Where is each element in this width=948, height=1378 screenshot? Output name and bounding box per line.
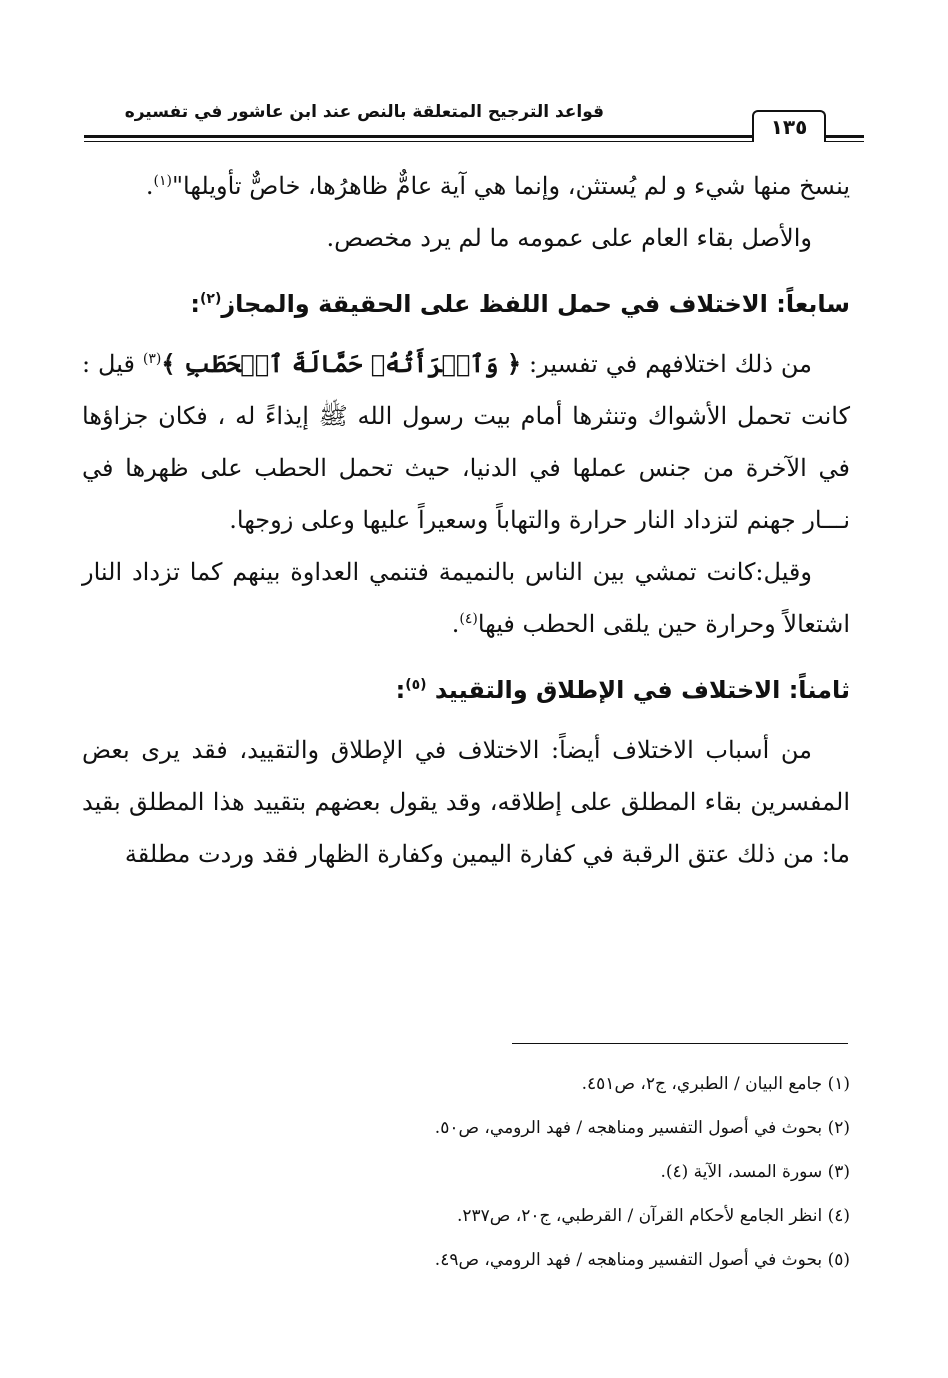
footnote: (٣) سورة المسد، الآية (٤). <box>660 1162 850 1182</box>
header-title: قواعد الترجيح المتعلقة بالنص عند ابن عاشور في تفسيره <box>124 102 604 122</box>
section-heading <box>82 660 850 720</box>
footnote: (١) جامع البيان / الطبري، ج٢، ص٤٥١. <box>581 1074 850 1094</box>
paragraph <box>82 338 850 546</box>
header-rule-thin <box>84 141 864 142</box>
footnote-ref: (٥) <box>405 677 427 693</box>
footnote: (٢) بحوث في أصول التفسير ومناهجه / فهد الرومي، ص٥٠. <box>434 1118 850 1138</box>
paragraph: والأصل بقاء العام على عمومه ما لم يرد مخصص. <box>326 224 812 252</box>
paragraph-text: من ذلك اختلافهم في تفسير: <box>521 350 813 378</box>
paragraph-text: وقيل:كانت تمشي بين الناس بالنميمة فتنمي العداوة بينهم كما تزداد النار اشتعالاً وحرارة حين يلقى الحطب فيها <box>82 558 850 638</box>
paragraph-text: قيل : كانت تحمل الأشواك وتنثرها أمام بيت رسول الله ﷺ إيذاءً له ، فكان جزاؤها في الآخرة من جنس عملها في الدنيا، حيث تحمل الحطب على ظهرها في نـــار جهنم لتزداد النار حرارة والتهاباً وسعيراً عليها وعلى زوجها. <box>82 350 850 534</box>
paragraph <box>82 160 850 212</box>
running-header <box>84 98 864 150</box>
header-rule <box>84 135 864 138</box>
footnote: (٥) بحوث في أصول التفسير ومناهجه / فهد الرومي، ص٤٩. <box>434 1250 850 1270</box>
footnote-separator <box>512 1043 848 1044</box>
paragraph: من أسباب الاختلاف أيضاً: الاختلاف في الإطلاق والتقييد، فقد يرى بعض المفسرين بقاء المطلق على إطلاقه، وقد يقول بعضهم بتقييد هذا المطلق بقيد ما: من ذلك عتق الرقبة في كفارة اليمين وكفارة الظهار فقد وردت مطلقة <box>82 736 850 868</box>
footnote-ref: (١) <box>153 173 172 189</box>
footnotes <box>300 1062 850 1282</box>
punctuation: . <box>451 610 460 638</box>
paragraph-text: ينسخ منها شيء و لم يُستثن، وإنما هي آية عامٌّ ظاهرُها، خاصٌّ تأويلها" <box>171 172 850 200</box>
punctuation: . <box>145 172 154 200</box>
main-text <box>82 160 850 880</box>
punctuation: : <box>395 676 406 704</box>
section-heading <box>82 274 850 334</box>
footnote: (٤) انظر الجامع لأحكام القرآن / القرطبي، ج٢٠، ص٢٣٧. <box>456 1206 850 1226</box>
heading-text: سابعاً: الاختلاف في حمل اللفظ على الحقيقة والمجاز <box>221 290 850 318</box>
footnote-ref: (٣) <box>142 351 162 367</box>
footnote-ref: (٢) <box>199 291 222 307</box>
paragraph <box>82 546 850 650</box>
quran-verse: ﴿ وَٱمۡرَأَتُهُۥ حَمَّالَةَ ٱلۡحَطَبِ ﴾ <box>161 349 522 378</box>
heading-text: ثامناً: الاختلاف في الإطلاق والتقييد <box>426 676 850 704</box>
page-number: ١٣٥ <box>752 110 826 142</box>
footnote-ref: (٤) <box>459 611 478 627</box>
punctuation: : <box>190 290 200 318</box>
